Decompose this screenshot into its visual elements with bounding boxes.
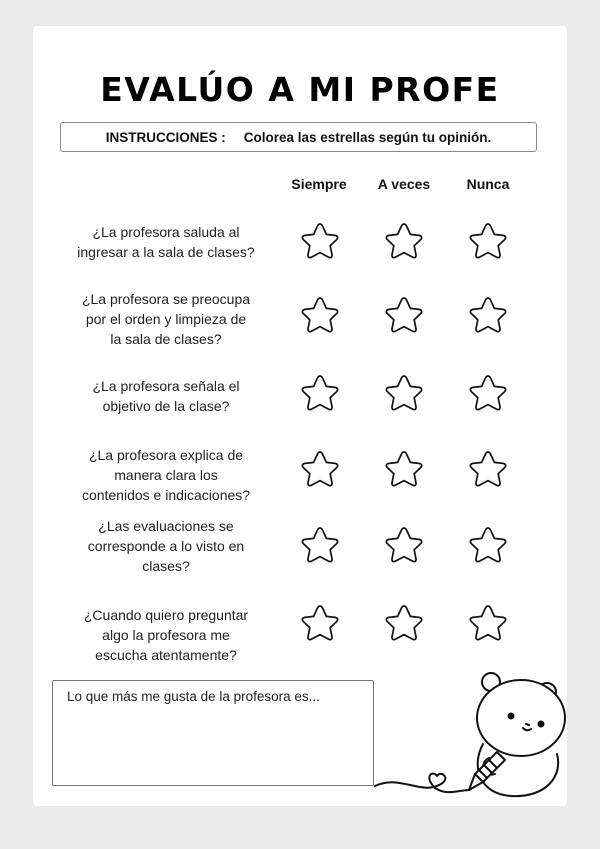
star-q6-a-veces[interactable] [380, 601, 428, 649]
star-q3-siempre[interactable] [296, 371, 344, 419]
question-3 [51, 376, 281, 416]
star-q3-a-veces[interactable] [380, 371, 428, 419]
question-2 [51, 289, 281, 349]
star-q3-nunca[interactable] [464, 371, 512, 419]
question-line: ¿Cuando quiero preguntar [83, 607, 249, 623]
question-line: la sala de clases? [110, 331, 222, 347]
likes-answer-box[interactable] [52, 680, 374, 786]
star-q5-a-veces[interactable] [380, 523, 428, 571]
question-6 [51, 605, 281, 665]
page-title: EVALÚO A MI PROFE [100, 70, 500, 109]
star-q1-a-veces[interactable] [380, 219, 428, 267]
bear-with-pencil-icon [371, 666, 567, 806]
star-q2-nunca[interactable] [464, 293, 512, 341]
instructions-label: INSTRUCCIONES : [105, 129, 226, 145]
column-header-a-veces: A veces [377, 176, 431, 192]
question-line: ¿La profesora señala el [92, 378, 240, 394]
star-q2-a-veces[interactable] [380, 293, 428, 341]
question-line: ¿Las evaluaciones se [98, 518, 234, 534]
star-q4-nunca[interactable] [464, 447, 512, 495]
star-q4-siempre[interactable] [296, 447, 344, 495]
star-q5-siempre[interactable] [296, 523, 344, 571]
star-q4-a-veces[interactable] [380, 447, 428, 495]
question-line: manera clara los [114, 467, 218, 483]
question-line: ¿La profesora se preocupa [81, 291, 251, 307]
star-q1-nunca[interactable] [464, 219, 512, 267]
question-line: por el orden y limpieza de [85, 311, 247, 327]
star-q6-nunca[interactable] [464, 601, 512, 649]
star-q6-siempre[interactable] [296, 601, 344, 649]
question-5 [51, 516, 281, 576]
question-line: objetivo de la clase? [102, 398, 230, 414]
star-q1-siempre[interactable] [296, 219, 344, 267]
question-1 [51, 222, 281, 262]
column-header-nunca: Nunca [466, 176, 510, 192]
question-line: contenidos e indicaciones? [81, 487, 251, 503]
question-line: escucha atentamente? [95, 647, 237, 663]
instructions-box [60, 122, 537, 152]
question-line: ¿La profesora explica de [88, 447, 244, 463]
star-q2-siempre[interactable] [296, 293, 344, 341]
question-4 [51, 445, 281, 505]
question-line: ingresar a la sala de clases? [77, 244, 255, 260]
question-line: ¿La profesora saluda al [92, 224, 240, 240]
instructions-text: Colorea las estrellas según tu opinión. [243, 129, 492, 145]
question-line: clases? [142, 558, 190, 574]
worksheet-page [33, 26, 567, 806]
column-header-siempre: Siempre [291, 176, 347, 192]
likes-label: Lo que más me gusta de la profesora es... [67, 689, 320, 704]
question-line: corresponde a lo visto en [87, 538, 245, 554]
question-line: algo la profesora me [102, 627, 230, 643]
star-q5-nunca[interactable] [464, 523, 512, 571]
